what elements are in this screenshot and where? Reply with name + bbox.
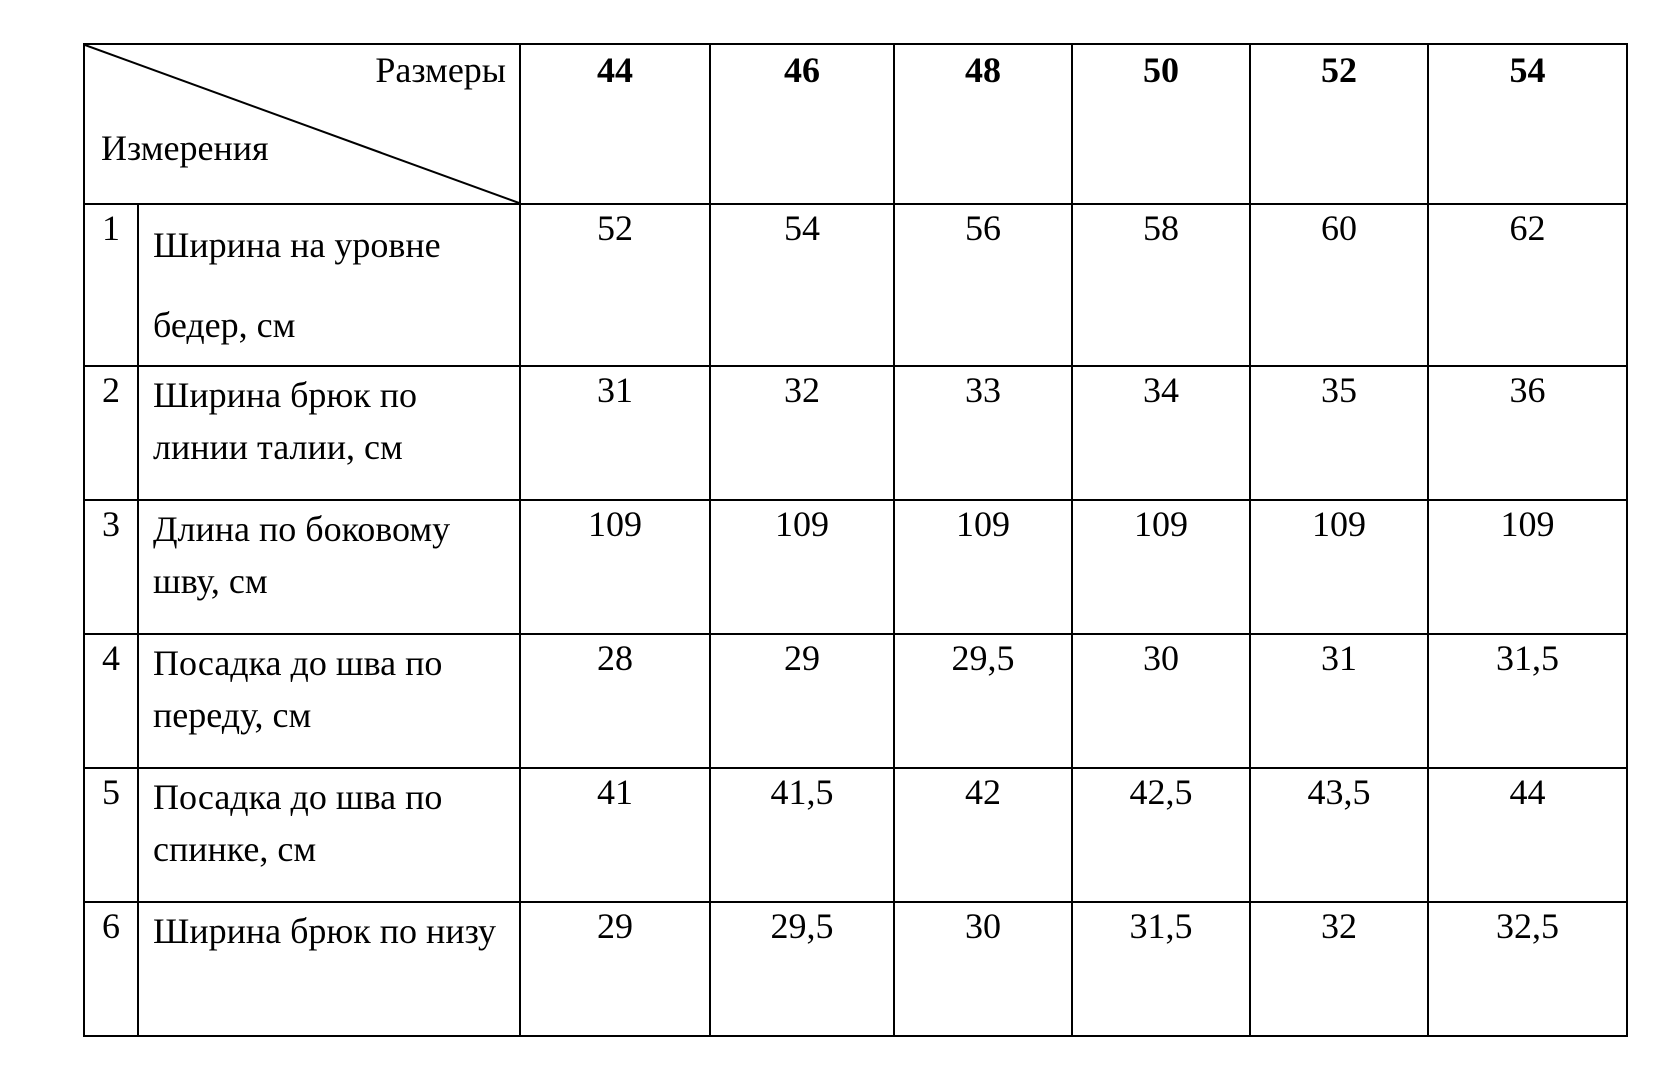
table-row <box>84 902 1627 1036</box>
value-cell: 29,5 <box>710 902 894 1036</box>
measurements-label: Измерения <box>101 128 269 168</box>
value-cell: 31 <box>1250 634 1428 768</box>
value-cell: 52 <box>520 204 710 366</box>
value-cell: 32,5 <box>1428 902 1627 1036</box>
row-number: 4 <box>84 634 138 768</box>
size-header-46: 46 <box>710 44 894 204</box>
value-cell: 28 <box>520 634 710 768</box>
value-cell: 31,5 <box>1428 634 1627 768</box>
value-cell: 34 <box>1072 366 1250 500</box>
sizes-label: Размеры <box>375 50 506 90</box>
size-table <box>83 43 1628 1037</box>
value-cell: 43,5 <box>1250 768 1428 902</box>
value-cell: 35 <box>1250 366 1428 500</box>
table-row <box>84 500 1627 634</box>
row-number: 1 <box>84 204 138 366</box>
value-cell: 36 <box>1428 366 1627 500</box>
value-cell: 32 <box>710 366 894 500</box>
value-cell: 56 <box>894 204 1072 366</box>
size-header-52: 52 <box>1250 44 1428 204</box>
table-row <box>84 366 1627 500</box>
value-cell: 44 <box>1428 768 1627 902</box>
value-cell: 41 <box>520 768 710 902</box>
value-cell: 58 <box>1072 204 1250 366</box>
value-cell: 42,5 <box>1072 768 1250 902</box>
value-cell: 29 <box>520 902 710 1036</box>
value-cell: 32 <box>1250 902 1428 1036</box>
value-cell: 109 <box>1250 500 1428 634</box>
value-cell: 54 <box>710 204 894 366</box>
value-cell: 30 <box>894 902 1072 1036</box>
row-number: 3 <box>84 500 138 634</box>
table-row <box>84 634 1627 768</box>
row-number: 6 <box>84 902 138 1036</box>
value-cell: 109 <box>1428 500 1627 634</box>
header-row <box>84 44 1627 204</box>
value-cell: 30 <box>1072 634 1250 768</box>
size-header-48: 48 <box>894 44 1072 204</box>
value-cell: 31 <box>520 366 710 500</box>
measurement-name: Ширина брюк по линии талии, см <box>138 366 520 500</box>
value-cell: 109 <box>710 500 894 634</box>
value-cell: 31,5 <box>1072 902 1250 1036</box>
value-cell: 29,5 <box>894 634 1072 768</box>
row-number: 5 <box>84 768 138 902</box>
size-header-50: 50 <box>1072 44 1250 204</box>
value-cell: 42 <box>894 768 1072 902</box>
measurement-name: Длина по боковому шву, см <box>138 500 520 634</box>
table-row <box>84 204 1627 366</box>
table-row <box>84 768 1627 902</box>
value-cell: 109 <box>520 500 710 634</box>
header-corner-cell <box>84 44 520 204</box>
measurement-name: Посадка до шва по спинке, см <box>138 768 520 902</box>
value-cell: 60 <box>1250 204 1428 366</box>
size-header-44: 44 <box>520 44 710 204</box>
value-cell: 41,5 <box>710 768 894 902</box>
value-cell: 109 <box>1072 500 1250 634</box>
size-header-54: 54 <box>1428 44 1627 204</box>
value-cell: 62 <box>1428 204 1627 366</box>
measurement-name: Посадка до шва по переду, см <box>138 634 520 768</box>
value-cell: 29 <box>710 634 894 768</box>
value-cell: 109 <box>894 500 1072 634</box>
measurement-name: Ширина брюк по низу <box>138 902 520 1036</box>
row-number: 2 <box>84 366 138 500</box>
measurement-name: Ширина на уровне бедер, см <box>138 204 520 366</box>
value-cell: 33 <box>894 366 1072 500</box>
